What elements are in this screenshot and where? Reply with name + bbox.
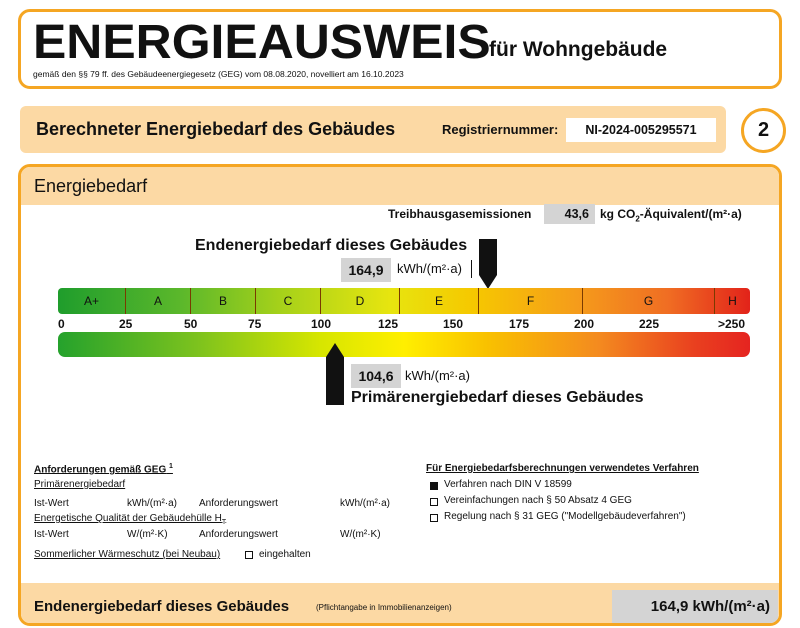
final-energy-value: 164,9	[341, 258, 391, 282]
registration-number: NI-2024-005295571	[566, 118, 716, 142]
separator-line	[471, 260, 472, 278]
section-band	[20, 106, 726, 153]
class-segment: C	[256, 288, 321, 314]
legal-reference: gemäß den §§ 79 ff. des Gebäudeenergiegesetz (GEG) vom 08.08.2020, novelliert am 16.10.2023	[33, 69, 404, 79]
method-option-label: Regelung nach § 31 GEG ("Modellgebäudeverfahren")	[444, 511, 686, 522]
footer-value: 164,9 kWh/(m²·a)	[612, 590, 778, 624]
method-option-label: Verfahren nach DIN V 18599	[444, 479, 572, 490]
final-energy-unit: kWh/(m²·a)	[397, 261, 462, 276]
certificate-header	[18, 9, 782, 89]
class-segment: G	[583, 288, 715, 314]
primary-energy-label: Primärenergiebedarf dieses Gebäudes	[351, 389, 644, 406]
class-segment: H	[728, 294, 737, 308]
class-segment: F	[479, 288, 583, 314]
scale-tick-label: 125	[378, 317, 399, 331]
footer-label: Endenergiebedarf dieses Gebäudes	[34, 598, 290, 615]
primary-requirement-heading: Primärenergiebedarf	[34, 479, 126, 490]
requirements-footnote: 1	[169, 463, 173, 470]
document-title: ENERGIEAUSWEIS	[33, 16, 491, 69]
method-option-label: Vereinfachungen nach § 50 Absatz 4 GEG	[444, 495, 632, 506]
page-number-badge: 2	[741, 108, 786, 153]
class-segment: E	[400, 288, 479, 314]
scale-tick-label: 225	[639, 317, 660, 331]
summer-protection-label: Sommerlicher Wärmeschutz (bei Neubau)	[34, 549, 221, 560]
class-segment: A+	[58, 288, 126, 314]
energy-demand-panel	[18, 164, 782, 626]
primary-energy-value: 104,6	[351, 364, 401, 388]
document-subtitle: für Wohngebäude	[489, 38, 668, 61]
envelope-heading	[34, 513, 226, 526]
primary-energy-unit: kWh/(m²·a)	[405, 368, 470, 383]
scale-tick-label: 75	[248, 317, 262, 331]
efficiency-scale	[58, 288, 750, 314]
scale-tick-label: 0	[58, 317, 65, 331]
scale-tick-label: 150	[443, 317, 464, 331]
footer-note: (Pflichtangabe in Immobilienanzeigen)	[316, 603, 452, 612]
requirement-unit: kWh/(m²·a)	[340, 498, 390, 509]
scale-tick-label: 50	[184, 317, 198, 331]
ghg-label: Treibhausgasemissionen	[388, 207, 532, 221]
requirement-unit-2: W/(m²·K)	[340, 529, 381, 540]
ghg-value: 43,6	[544, 204, 595, 224]
scale-tick-label: 175	[509, 317, 530, 331]
scale-tick-label: 25	[119, 317, 133, 331]
class-segment: A	[126, 288, 191, 314]
class-segment: D	[321, 288, 400, 314]
footer-band	[21, 583, 779, 626]
ghg-unit-sub: 2	[635, 214, 640, 224]
band-title: Berechneter Energiebedarf des Gebäudes	[36, 119, 396, 139]
summer-protection-checkbox[interactable]	[245, 551, 253, 559]
class-segment: B	[191, 288, 256, 314]
requirements-title	[34, 463, 173, 475]
scale-tick-label: 100	[311, 317, 332, 331]
method-title: Für Energiebedarfsberechnungen verwendetes Verfahren	[426, 463, 699, 474]
requirements-title-text: Anforderungen gemäß GEG	[34, 464, 167, 476]
panel-title: Energiebedarf	[34, 176, 148, 196]
final-energy-label: Endenergiebedarf dieses Gebäudes	[195, 237, 468, 254]
ist-unit: kWh/(m²·a)	[127, 498, 177, 509]
ist-label-2: Ist-Wert	[34, 529, 69, 540]
registration-label: Registriernummer:	[442, 122, 559, 137]
primary-energy-marker-icon	[324, 343, 346, 405]
envelope-heading-text: Energetische Qualität der Gebäudehülle H	[34, 513, 222, 524]
panel-header	[21, 167, 779, 205]
ghg-unit-pre: kg CO	[600, 207, 636, 221]
method-checkbox[interactable]	[430, 498, 438, 506]
gradient-bar	[58, 332, 750, 357]
ist-label: Ist-Wert	[34, 498, 69, 509]
ist-unit-2: W/(m²·K)	[127, 529, 168, 540]
requirement-label-2: Anforderungswert	[199, 529, 278, 540]
ghg-unit-post: -Äquivalent/(m²·a)	[639, 207, 742, 221]
method-checkbox[interactable]	[430, 482, 438, 490]
scale-tick-label: 200	[574, 317, 595, 331]
final-energy-marker-icon	[477, 239, 499, 291]
requirement-label: Anforderungswert	[199, 498, 278, 509]
scale-tick-label: >250	[718, 317, 746, 331]
ghg-unit	[600, 207, 742, 223]
envelope-heading-sub: T	[221, 519, 227, 526]
summer-protection-check-label: eingehalten	[259, 549, 311, 560]
method-checkbox[interactable]	[430, 514, 438, 522]
